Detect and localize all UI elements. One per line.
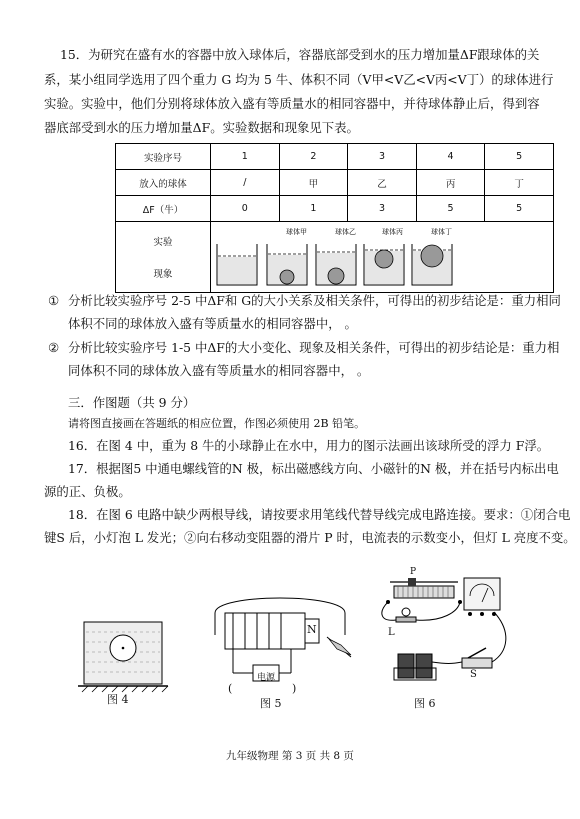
table-cell: 丁 (485, 170, 554, 196)
q17-line-2: 源的正、负极。 (44, 484, 131, 499)
table-cell: 5 (485, 196, 554, 222)
table-cell: 乙 (348, 170, 417, 196)
compass-needle (329, 639, 351, 655)
q15-line-2: 系，某小组同学选用了四个重力 G 均为 5 牛、体积不同（V甲<V乙<V丙<V丁）的球体进行 (44, 72, 554, 87)
phenomenon-header (116, 222, 211, 293)
fig6-s-label: S (470, 669, 477, 680)
containers-illustration (211, 222, 553, 292)
table-row (116, 170, 554, 196)
fig4-caption: 图 4 (107, 693, 129, 706)
container-2 (267, 227, 307, 285)
table-header: 放入的球体 (116, 170, 211, 196)
battery-cell-1 (398, 654, 414, 678)
q16-text: 16．在图 4 中，重为 8 牛的小球静止在水中，用力的图示法画出该球所受的浮力 F浮。 (68, 438, 550, 453)
fig5-paren-left: ( (228, 682, 233, 695)
table-cell: 丙 (416, 170, 485, 196)
bulb (402, 608, 410, 616)
container-4 (364, 227, 404, 285)
table-cell: 1 (211, 144, 280, 170)
fig6-caption: 图 6 (414, 697, 436, 710)
table-cell: 5 (416, 196, 485, 222)
ball-label-yi: 球体乙 (335, 228, 356, 236)
q15-line-3: 实验。实验中，他们分别将球体放入盛有等质量水的相同容器中，并待球体静止后，得到容 (44, 96, 540, 111)
table-cell: / (211, 170, 280, 196)
page-footer: 九年级物理 第 3 页 共 8 页 (226, 750, 354, 762)
table-cell: 2 (279, 144, 348, 170)
table-cell: 5 (485, 144, 554, 170)
phenomenon-label-bottom: 现象 (153, 269, 173, 280)
q15-line-4: 器底部受到水的压力增加量ΔF。实验数据和现象见下表。 (44, 120, 359, 135)
ball-label-bing: 球体丙 (382, 228, 403, 236)
table-cell: 1 (279, 196, 348, 222)
q15-sub2-marker: ② (48, 340, 60, 355)
table-row (116, 144, 554, 170)
table-cell: 3 (348, 196, 417, 222)
fig6-p-label: P (410, 567, 417, 577)
table-row (116, 196, 554, 222)
table-cell: 4 (416, 144, 485, 170)
q15-sub1-marker: ① (48, 293, 60, 308)
table-cell: 3 (348, 144, 417, 170)
table-row (116, 222, 554, 293)
ammeter (464, 578, 500, 610)
q18-line-2: 键S 后，小灯泡 L 发光；②向右移动变阻器的滑片 P 时，电流表的示数变小，但灯 L 亮度不变。 (44, 530, 576, 545)
battery-cell-2 (416, 654, 432, 678)
table-header: 实验序号 (116, 144, 211, 170)
experiment-table (115, 143, 554, 293)
section3-title: 三．作图题（共 9 分） (68, 395, 196, 410)
table-header: ΔF（牛） (116, 196, 211, 222)
phenomenon-label-top: 实验 (153, 237, 173, 248)
container-3 (316, 227, 356, 285)
table-cell: 0 (211, 196, 280, 222)
q15-sub2-line-1: 分析比较实验序号 1-5 中ΔF的大小变化、现象及相关条件，可得出的初步结论是：重力相 (68, 340, 560, 355)
q15-sub1-line-2: 体积不同的球体放入盛有等质量水的相同容器中， 。 (68, 316, 357, 331)
table-cell: 甲 (279, 170, 348, 196)
fig5-paren-right: ) (292, 682, 297, 695)
switch (462, 658, 492, 668)
phenomenon-cell (211, 222, 554, 293)
section3-note: 请将图直接画在答题纸的相应位置，作图必须使用 2B 铅笔。 (68, 417, 366, 430)
container-5 (412, 227, 452, 285)
q17-line-1: 17．根据图5 中通电螺线管的N 极，标出磁感线方向、小磁针的N 极，并在括号内标出电 (68, 461, 559, 476)
container-1 (217, 244, 257, 285)
fig5-n-label: N (307, 623, 317, 636)
q15-line-1: 15．为研究在盛有水的容器中放入球体后，容器底部受到水的压力增加量ΔF跟球体的关 (60, 47, 540, 62)
q18-line-1: 18．在图 6 电路中缺少两根导线，请按要求用笔线代替导线完成电路连接。要求：①闭合电 (68, 507, 571, 522)
ball-label-ding: 球体丁 (431, 228, 452, 236)
fig5-caption: 图 5 (260, 697, 282, 710)
ball-label-jia: 球体甲 (286, 228, 307, 236)
q15-sub2-line-2: 同体积不同的球体放入盛有等质量水的相同容器中， 。 (68, 363, 370, 378)
fig5-power-label: 电源 (257, 673, 276, 683)
fig6-l-label: L (388, 627, 395, 638)
q15-sub1-line-1: 分析比较实验序号 2-5 中ΔF和 G的大小关系及相关条件，可得出的初步结论是：重力相同 (68, 293, 561, 308)
